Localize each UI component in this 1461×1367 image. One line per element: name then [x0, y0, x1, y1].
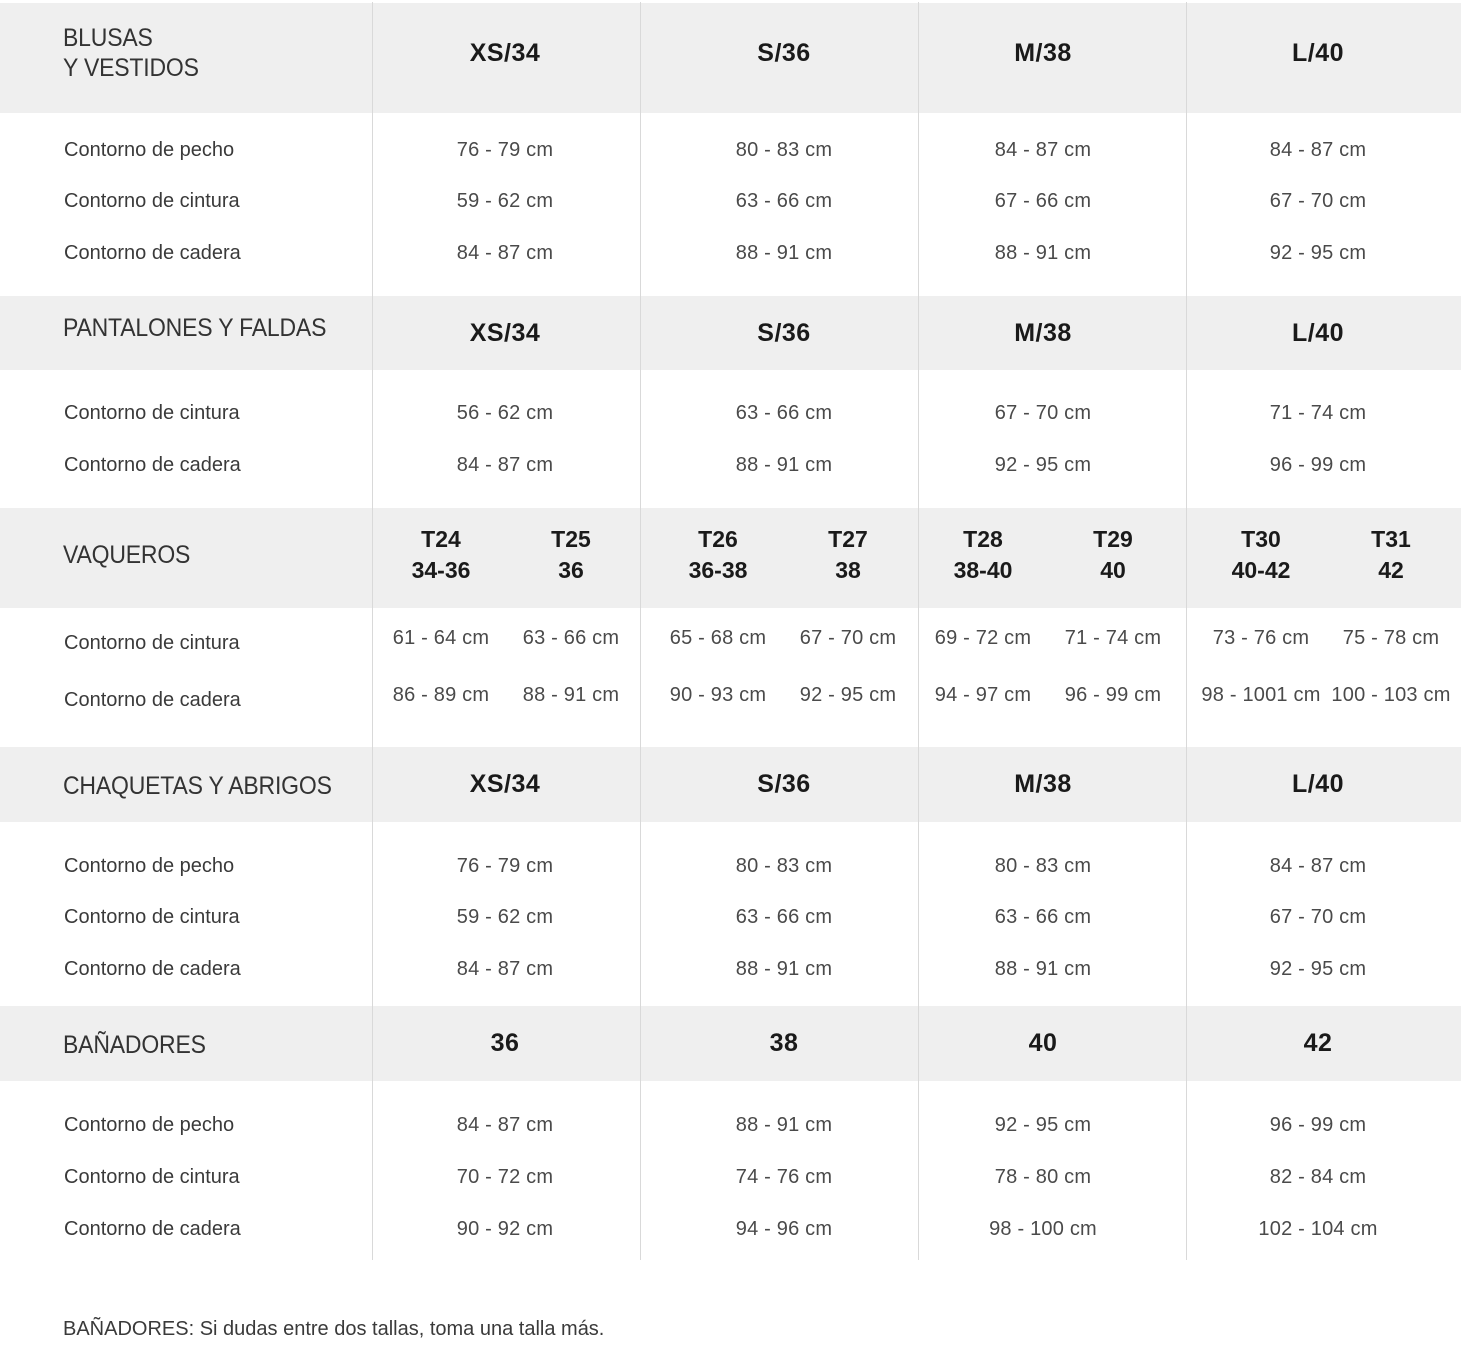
measurement-value: 86 - 89 cm — [392, 683, 490, 706]
measurement-value: 63 - 66 cm — [994, 905, 1092, 928]
size-header: XS/34 — [469, 38, 541, 67]
size-header: T29 40 — [1093, 526, 1133, 583]
measurement-value: 98 - 1001 cm — [1201, 683, 1321, 706]
measurement-label: Contorno de cadera — [64, 1217, 241, 1240]
size-header: M/38 — [1014, 38, 1072, 67]
measurement-label: Contorno de cadera — [64, 453, 241, 476]
measurement-value: 65 - 68 cm — [669, 626, 767, 649]
measurement-value: 84 - 87 cm — [456, 453, 554, 476]
measurement-value: 63 - 66 cm — [735, 401, 833, 424]
measurement-value: 67 - 70 cm — [799, 626, 897, 649]
measurement-value: 67 - 70 cm — [1269, 905, 1367, 928]
size-header: T27 38 — [828, 526, 868, 583]
measurement-value: 67 - 70 cm — [1269, 189, 1367, 212]
size-header: 38 — [769, 1028, 799, 1057]
measurement-value: 74 - 76 cm — [735, 1165, 833, 1188]
measurement-value: 96 - 99 cm — [1064, 683, 1162, 706]
measurement-value: 78 - 80 cm — [994, 1165, 1092, 1188]
section-title: VAQUEROS — [63, 541, 191, 569]
measurement-label: Contorno de pecho — [64, 854, 235, 877]
size-header: S/36 — [757, 38, 811, 67]
measurement-value: 80 - 83 cm — [994, 854, 1092, 877]
section-title: CHAQUETAS Y ABRIGOS — [63, 772, 332, 800]
measurement-value: 67 - 66 cm — [994, 189, 1092, 212]
measurement-value: 88 - 91 cm — [735, 1113, 833, 1136]
measurement-value: 75 - 78 cm — [1342, 626, 1440, 649]
size-header: 42 — [1303, 1028, 1333, 1057]
section-title: PANTALONES Y FALDAS — [63, 314, 327, 342]
measurement-value: 59 - 62 cm — [456, 905, 554, 928]
size-header: T30 40-42 — [1231, 526, 1291, 583]
measurement-value: 82 - 84 cm — [1269, 1165, 1367, 1188]
column-divider — [640, 2, 641, 1260]
size-header: T26 36-38 — [688, 526, 748, 583]
measurement-value: 69 - 72 cm — [934, 626, 1032, 649]
measurement-label: Contorno de cintura — [64, 189, 240, 212]
measurement-value: 76 - 79 cm — [456, 854, 554, 877]
size-header: T24 34-36 — [411, 526, 471, 583]
measurement-value: 76 - 79 cm — [456, 138, 554, 161]
section-title: BLUSAS Y VESTIDOS — [63, 24, 199, 82]
size-header: L/40 — [1291, 769, 1345, 798]
size-header: XS/34 — [469, 769, 541, 798]
measurement-value: 61 - 64 cm — [392, 626, 490, 649]
measurement-value: 88 - 91 cm — [522, 683, 620, 706]
measurement-value: 88 - 91 cm — [735, 957, 833, 980]
size-header: 40 — [1028, 1028, 1058, 1057]
size-header: T25 36 — [551, 526, 591, 583]
measurement-value: 63 - 66 cm — [735, 905, 833, 928]
measurement-value: 84 - 87 cm — [1269, 138, 1367, 161]
measurement-label: Contorno de cadera — [64, 688, 241, 711]
measurement-value: 80 - 83 cm — [735, 854, 833, 877]
measurement-value: 56 - 62 cm — [456, 401, 554, 424]
measurement-value: 84 - 87 cm — [456, 241, 554, 264]
measurement-value: 84 - 87 cm — [994, 138, 1092, 161]
size-header: XS/34 — [469, 318, 541, 347]
measurement-value: 63 - 66 cm — [735, 189, 833, 212]
measurement-label: Contorno de pecho — [64, 1113, 235, 1136]
measurement-value: 90 - 92 cm — [456, 1217, 554, 1240]
column-divider — [372, 2, 373, 1260]
measurement-value: 88 - 91 cm — [994, 241, 1092, 264]
measurement-value: 96 - 99 cm — [1269, 453, 1367, 476]
size-header: L/40 — [1291, 318, 1345, 347]
measurement-value: 92 - 95 cm — [994, 1113, 1092, 1136]
size-header: M/38 — [1014, 318, 1072, 347]
measurement-value: 80 - 83 cm — [735, 138, 833, 161]
measurement-value: 71 - 74 cm — [1064, 626, 1162, 649]
size-header: T28 38-40 — [953, 526, 1013, 583]
measurement-value: 88 - 91 cm — [735, 241, 833, 264]
measurement-value: 94 - 96 cm — [735, 1217, 833, 1240]
measurement-value: 70 - 72 cm — [456, 1165, 554, 1188]
size-header: S/36 — [757, 318, 811, 347]
size-header: L/40 — [1291, 38, 1345, 67]
size-header: T31 42 — [1371, 526, 1411, 583]
measurement-value: 96 - 99 cm — [1269, 1113, 1367, 1136]
measurement-value: 94 - 97 cm — [934, 683, 1032, 706]
measurement-label: Contorno de cadera — [64, 957, 241, 980]
measurement-value: 92 - 95 cm — [1269, 957, 1367, 980]
measurement-label: Contorno de cintura — [64, 401, 240, 424]
measurement-label: Contorno de cadera — [64, 241, 241, 264]
measurement-label: Contorno de cintura — [64, 631, 240, 654]
measurement-value: 88 - 91 cm — [735, 453, 833, 476]
measurement-value: 63 - 66 cm — [522, 626, 620, 649]
measurement-value: 92 - 95 cm — [1269, 241, 1367, 264]
measurement-value: 100 - 103 cm — [1331, 683, 1451, 706]
measurement-label: Contorno de cintura — [64, 905, 240, 928]
measurement-value: 71 - 74 cm — [1269, 401, 1367, 424]
size-header: 36 — [490, 1028, 520, 1057]
measurement-value: 92 - 95 cm — [799, 683, 897, 706]
measurement-value: 67 - 70 cm — [994, 401, 1092, 424]
measurement-value: 73 - 76 cm — [1212, 626, 1310, 649]
footnote: BAÑADORES: Si dudas entre dos tallas, toma una talla más. — [63, 1317, 605, 1340]
measurement-value: 98 - 100 cm — [989, 1217, 1097, 1240]
section-title: BAÑADORES — [63, 1031, 206, 1059]
measurement-value: 84 - 87 cm — [456, 1113, 554, 1136]
measurement-label: Contorno de cintura — [64, 1165, 240, 1188]
measurement-value: 90 - 93 cm — [669, 683, 767, 706]
measurement-value: 84 - 87 cm — [1269, 854, 1367, 877]
measurement-value: 84 - 87 cm — [456, 957, 554, 980]
size-header: M/38 — [1014, 769, 1072, 798]
measurement-value: 102 - 104 cm — [1258, 1217, 1378, 1240]
measurement-label: Contorno de pecho — [64, 138, 235, 161]
measurement-value: 88 - 91 cm — [994, 957, 1092, 980]
size-header: S/36 — [757, 769, 811, 798]
measurement-value: 59 - 62 cm — [456, 189, 554, 212]
measurement-value: 92 - 95 cm — [994, 453, 1092, 476]
